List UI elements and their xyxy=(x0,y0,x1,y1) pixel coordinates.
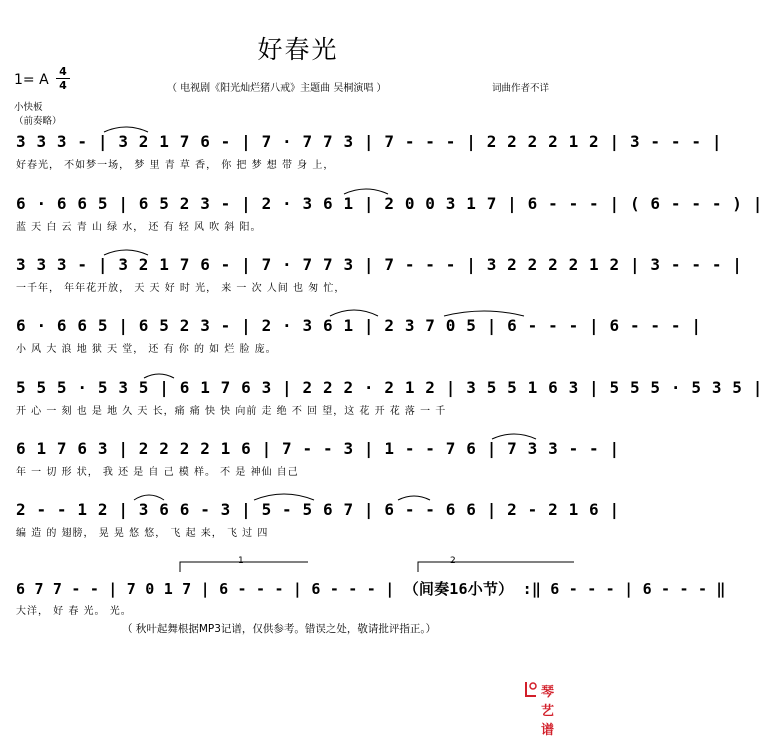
notation-line xyxy=(14,255,743,277)
watermark-text: 琴艺谱 xyxy=(541,685,556,738)
notation-text: 6 · 6 6 5 | 6 5 2 3 - | 2 · 3 6 1 | 2 0 0 3 1 7 | 6 - - - | ( 6 - - - ) | xyxy=(16,194,763,213)
notation-text: 6 · 6 6 5 | 6 5 2 3 - | 2 · 3 6 1 | 2 3 7 0 5 | 6 - - - | 6 - - - | xyxy=(16,316,702,335)
notation-text: 6 7 7 - - | 7 0 1 7 | 6 - - - | 6 - - - | （间奏16小节） :‖ 6 - - - | 6 - - - ‖ xyxy=(16,580,726,598)
transcription-note: （ 秋叶起舞根据MP3记谱，仅供参考。错误之处，敬请批评指正。） xyxy=(122,623,437,635)
notation-text: 3 3 3 - | 3 2 1 7 6 - | 7 · 7 7 3 | 7 - - - | 3 2 2 2 2 1 2 | 3 - - - | xyxy=(16,255,743,274)
notation-line xyxy=(14,194,763,216)
time-signature-top: 4 xyxy=(59,65,67,78)
tempo-marking: 小快板 xyxy=(14,102,43,113)
lyrics-line: 年 一 切 形 状， 我 还 是 自 己 模 样。 不 是 神仙 自己 xyxy=(16,467,299,478)
notation-line xyxy=(14,378,763,400)
lyrics-line: 一千年， 年年花开放， 天 天 好 时 光， 来 一 次 人间 也 匆 忙， xyxy=(16,283,346,294)
lyrics-line: 编 造 的 翅膀， 晃 晃 悠 悠， 飞 起 来， 飞 过 四 xyxy=(16,528,269,539)
lyrics-line: 好春光， 不如梦一场， 梦 里 青 草 香， 你 把 梦 想 带 身 上， xyxy=(16,160,335,171)
volta-first: 1 xyxy=(238,556,244,566)
volta-brackets xyxy=(14,558,584,578)
notation-text: 5 5 5 · 5 3 5 | 6 1 7 6 3 | 2 2 2 · 2 1 2 | 3 5 5 1 6 3 | 5 5 5 · 5 3 5 | xyxy=(16,378,763,397)
notation-line xyxy=(14,500,620,522)
logo-icon xyxy=(524,680,538,698)
notation-text: 2 - - 1 2 | 3 6 6 - 3 | 5 - 5 6 7 | 6 - - 6 6 | 2 - 2 1 6 | xyxy=(16,500,620,519)
authors-credit: 词曲作者不详 xyxy=(492,83,550,94)
volta-second: 2 xyxy=(450,556,456,566)
notation-line xyxy=(14,439,620,461)
intro-note: （前奏略） xyxy=(14,116,62,127)
score-system-7 xyxy=(14,500,620,558)
lyrics-line: 蓝 天 白 云 青 山 绿 水， 还 有 轻 风 吹 斜 阳。 xyxy=(16,222,262,233)
key-signature: 1= A xyxy=(14,72,49,88)
notation-line xyxy=(14,316,702,338)
lyrics-line: 小 风 大 浪 地 狱 天 堂， 还 有 你 的 如 烂 脸 庞。 xyxy=(16,344,277,355)
lyrics-line: 开 心 一 刻 也 是 地 久 天 长，痛 痛 快 快 向前 走 绝 不 回 望，这 花 开 花 落 一 千 xyxy=(16,406,447,417)
notation-line xyxy=(14,132,723,154)
notation-line xyxy=(14,578,726,600)
time-signature-bottom: 4 xyxy=(59,79,67,92)
notation-text: 6 1 7 6 3 | 2 2 2 2 1 6 | 7 - - 3 | 1 - - 7 6 | 7 3 3 - - | xyxy=(16,439,620,458)
song-title: 好春光 xyxy=(257,35,339,64)
notation-text: 3 3 3 - | 3 2 1 7 6 - | 7 · 7 7 3 | 7 - - - | 2 2 2 2 1 2 | 3 - - - | xyxy=(16,132,723,151)
lyrics-line: 大洋， 好 春 光。 光。 xyxy=(16,606,132,617)
time-signature xyxy=(56,66,70,91)
song-subtitle: （ 电视剧《阳光灿烂猪八戒》主题曲 吴桐演唱 ） xyxy=(167,83,387,94)
